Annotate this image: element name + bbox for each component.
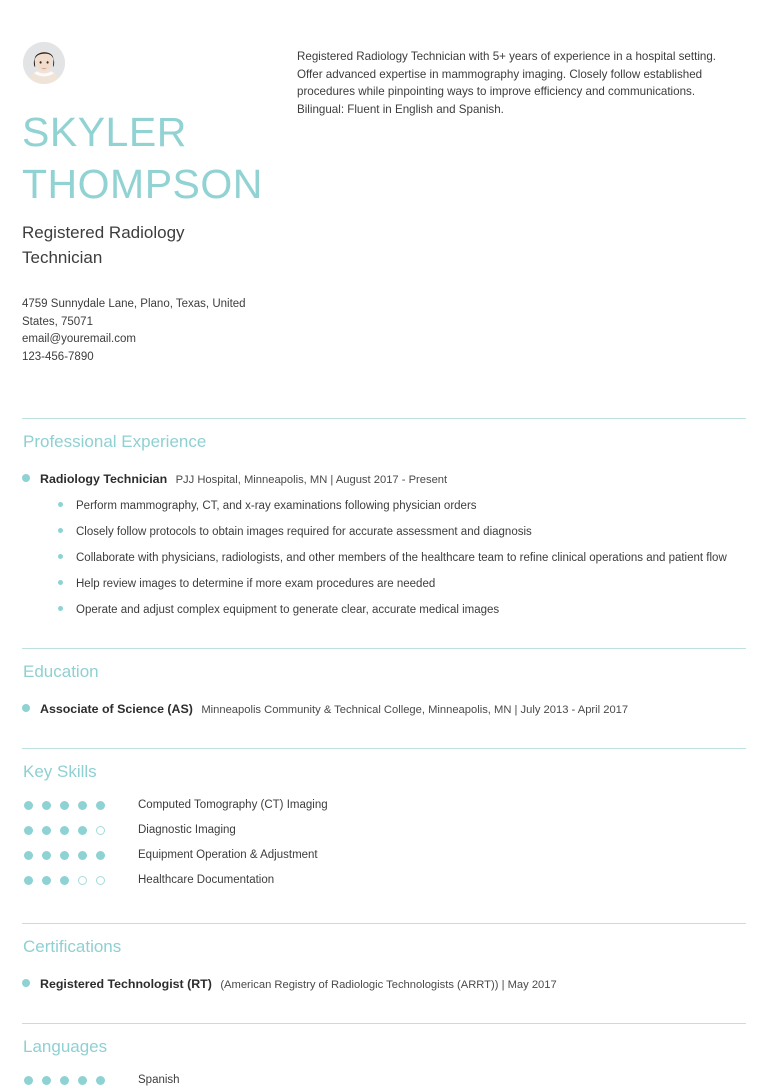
section-title-experience: Professional Experience: [23, 432, 207, 451]
bullet-text: Collaborate with physicians, radiologists, and other members of the healthcare team to refine clinical operations and patient flow: [76, 552, 727, 564]
section-divider: [22, 418, 746, 419]
certification-entry-heading: [40, 975, 746, 993]
list-item: [22, 872, 746, 888]
contact-block: [22, 296, 252, 366]
section-divider: [22, 923, 746, 924]
rating-dot-filled-icon: [96, 801, 105, 810]
section-certifications: [22, 923, 746, 993]
languages-list: [22, 1072, 746, 1087]
list-item: [58, 603, 746, 618]
professional-summary: Registered Radiology Technician with 5+ years of experience in a hospital setting. Offer advanced expertise in mammography imaging. Closely follow established procedures while pinpointing ways to improve efficiency and communications. Bilingual: Fluent in English and Spanish.: [297, 50, 717, 116]
sub-bullet-dot-icon: [58, 606, 63, 611]
bullet-dot-icon: [22, 979, 30, 987]
section-divider: [22, 1023, 746, 1024]
section-education: [22, 648, 746, 718]
bullet-dot-icon: [22, 704, 30, 712]
skill-rating: [22, 876, 116, 885]
certification-entry: [22, 975, 746, 993]
bullet-text: Help review images to determine if more exam procedures are needed: [76, 578, 436, 590]
education-meta: Minneapolis Community & Technical College, Minneapolis, MN | July 2013 - April 2017: [201, 704, 629, 716]
skill-label: Computed Tomography (CT) Imaging: [138, 799, 328, 811]
rating-dot-filled-icon: [24, 851, 33, 860]
spacer: [22, 718, 746, 748]
email-address: email@youremail.com: [22, 333, 136, 345]
rating-dot-filled-icon: [60, 826, 69, 835]
section-title-certifications: Certifications: [23, 937, 122, 956]
certification-name: Registered Technologist (RT): [40, 977, 212, 991]
bullet-dot-icon: [22, 474, 30, 482]
section-title-languages: Languages: [23, 1037, 108, 1056]
address-line-2: States, 75071: [22, 315, 93, 328]
skill-rating: [22, 851, 116, 860]
bullet-text: Perform mammography, CT, and x-ray examinations following physician orders: [76, 500, 477, 512]
rating-dot-filled-icon: [24, 801, 33, 810]
page-title: [22, 106, 290, 210]
rating-dot-filled-icon: [60, 876, 69, 885]
rating-dot-filled-icon: [42, 801, 51, 810]
rating-dot-filled-icon: [42, 1076, 51, 1085]
sub-bullet-dot-icon: [58, 528, 63, 533]
avatar: [23, 42, 65, 84]
rating-dot-filled-icon: [42, 826, 51, 835]
rating-dot-filled-icon: [78, 801, 87, 810]
spacer: [22, 618, 746, 648]
key-skills-list: [22, 797, 746, 888]
address-line-1: 4759 Sunnydale Lane, Plano, Texas, United: [22, 298, 246, 310]
section-professional-experience: [22, 418, 746, 618]
sub-bullet-dot-icon: [58, 502, 63, 507]
education-degree: Associate of Science (AS): [40, 702, 193, 716]
language-rating: [22, 1076, 116, 1085]
first-name: SKYLER: [22, 109, 187, 155]
section-languages: [22, 1023, 746, 1087]
rating-dot-empty-icon: [96, 876, 105, 885]
resume-body: [0, 418, 768, 1087]
rating-dot-filled-icon: [96, 851, 105, 860]
list-item: [22, 822, 746, 838]
spacer: [22, 993, 746, 1023]
rating-dot-filled-icon: [24, 1076, 33, 1085]
rating-dot-filled-icon: [60, 851, 69, 860]
rating-dot-filled-icon: [78, 826, 87, 835]
rating-dot-filled-icon: [42, 851, 51, 860]
experience-role: Radiology Technician: [40, 472, 168, 486]
bullet-text: Closely follow protocols to obtain images required for accurate assessment and diagnosis: [76, 526, 532, 538]
experience-bullet-list: [58, 499, 746, 618]
rating-dot-filled-icon: [60, 801, 69, 810]
list-item: [22, 847, 746, 863]
job-title: Registered Radiology Technician: [22, 223, 185, 267]
rating-dot-empty-icon: [78, 876, 87, 885]
rating-dot-filled-icon: [96, 1076, 105, 1085]
experience-entry-heading: [40, 470, 746, 488]
list-item: [58, 525, 746, 540]
last-name: THOMPSON: [22, 161, 263, 207]
header-summary-block: [290, 42, 746, 118]
section-title-education: Education: [23, 662, 99, 681]
rating-dot-filled-icon: [24, 826, 33, 835]
phone-number: 123-456-7890: [22, 350, 94, 363]
section-divider: [22, 748, 746, 749]
section-divider: [22, 648, 746, 649]
rating-dot-filled-icon: [78, 1076, 87, 1085]
skill-rating: [22, 826, 116, 835]
rating-dot-filled-icon: [24, 876, 33, 885]
education-entry: [22, 700, 746, 718]
resume-header: [0, 0, 768, 366]
list-item: [58, 499, 746, 514]
list-item: [58, 577, 746, 592]
section-title-key-skills: Key Skills: [23, 762, 97, 781]
rating-dot-filled-icon: [42, 876, 51, 885]
certification-meta: (American Registry of Radiologic Technologists (ARRT)) | May 2017: [220, 979, 557, 991]
skill-label: Equipment Operation & Adjustment: [138, 849, 318, 861]
list-item: [22, 1072, 746, 1087]
spacer: [22, 897, 746, 923]
skill-label: Diagnostic Imaging: [138, 824, 236, 836]
rating-dot-empty-icon: [96, 826, 105, 835]
rating-dot-filled-icon: [60, 1076, 69, 1085]
language-label: Spanish: [138, 1074, 180, 1086]
list-item: [58, 551, 746, 566]
experience-meta: PJJ Hospital, Minneapolis, MN | August 2017 - Present: [175, 474, 448, 486]
sub-bullet-dot-icon: [58, 554, 63, 559]
skill-rating: [22, 801, 116, 810]
experience-entry: [22, 470, 746, 488]
skill-label: Healthcare Documentation: [138, 874, 275, 886]
bullet-text: Operate and adjust complex equipment to generate clear, accurate medical images: [76, 604, 500, 616]
sub-bullet-dot-icon: [58, 580, 63, 585]
rating-dot-filled-icon: [78, 851, 87, 860]
list-item: [22, 797, 746, 813]
profile-photo-icon: [23, 42, 65, 84]
education-entry-heading: [40, 700, 746, 718]
section-key-skills: [22, 748, 746, 888]
header-identity-block: [22, 42, 290, 366]
